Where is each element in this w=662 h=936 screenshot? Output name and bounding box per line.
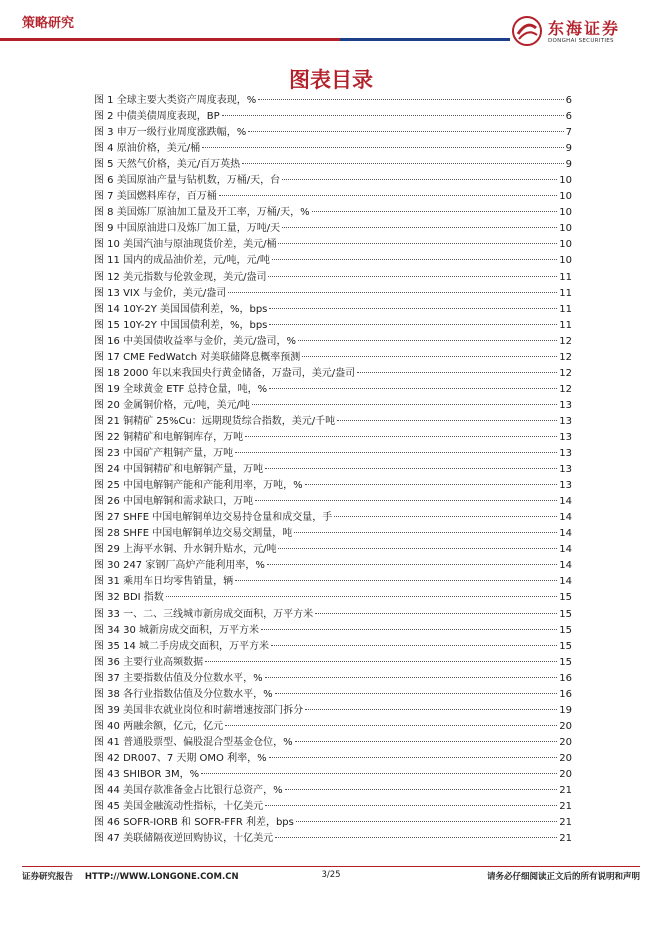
toc-entry[interactable] xyxy=(94,189,572,205)
toc-dot-leader xyxy=(228,292,557,293)
toc-entry[interactable] xyxy=(94,173,572,189)
toc-entry-page: 11 xyxy=(559,287,572,299)
toc-dot-leader xyxy=(265,805,557,806)
toc-entry-page: 9 xyxy=(565,143,572,155)
toc-entry[interactable] xyxy=(94,414,572,430)
toc-entry[interactable] xyxy=(94,671,572,687)
toc-entry[interactable] xyxy=(94,270,572,286)
toc-entry-title: 图 14 10Y-2Y 美国国债利差，%，bps xyxy=(94,303,268,315)
footer-divider xyxy=(22,866,640,867)
toc-entry-page: 11 xyxy=(559,303,572,315)
toc-entry-title: 图 21 铜精矿 25%Cu：远期现货综合指数，美元/千吨 xyxy=(94,415,336,427)
toc-entry-title: 图 26 中国电解铜和需求缺口，万吨 xyxy=(94,496,254,508)
toc-entry[interactable] xyxy=(94,526,572,542)
toc-dot-leader xyxy=(305,484,558,485)
toc-entry[interactable] xyxy=(94,93,572,109)
toc-entry[interactable] xyxy=(94,237,572,253)
toc-entry-title: 图 9 中国原油进口及炼厂加工量，万吨/天 xyxy=(94,223,281,235)
header-divider-red xyxy=(0,38,340,41)
toc-entry-title: 图 44 美国存款准备金占比银行总资产，% xyxy=(94,785,283,797)
toc-entry[interactable] xyxy=(94,623,572,639)
toc-entry-page: 15 xyxy=(559,608,572,620)
toc-entry-title: 图 30 247 家钢厂高炉产能利用率，% xyxy=(94,560,265,572)
toc-entry[interactable] xyxy=(94,815,572,831)
toc-entry[interactable] xyxy=(94,366,572,382)
toc-entry-title: 图 23 中国矿产粗铜产量，万吨 xyxy=(94,448,234,460)
toc-entry[interactable] xyxy=(94,607,572,623)
toc-entry-title: 图 5 天然气价格，美元/百万英热 xyxy=(94,159,241,171)
toc-entry-title: 图 11 国内的成品油价差，元/吨，元/吨 xyxy=(94,255,270,267)
page-indicator: 3/25 xyxy=(321,870,341,880)
toc-entry[interactable] xyxy=(94,446,572,462)
toc-entry-title: 图 24 中国铜精矿和电解铜产量，万吨 xyxy=(94,464,264,476)
toc-entry[interactable] xyxy=(94,735,572,751)
toc-dot-leader xyxy=(337,420,557,421)
toc-entry-page: 20 xyxy=(559,720,572,732)
toc-entry-title: 图 46 SOFR-IORB 和 SOFR-FFR 利差，bps xyxy=(94,817,294,829)
brand-logo xyxy=(510,14,650,50)
toc-entry-title: 图 25 中国电解铜产能和产能利用率，万吨，% xyxy=(94,480,303,492)
toc-entry[interactable] xyxy=(94,141,572,157)
footer-report-type: 证券研究报告 xyxy=(22,872,74,882)
toc-entry-page: 14 xyxy=(559,528,572,540)
toc-dot-leader xyxy=(245,436,557,437)
toc-entry-page: 14 xyxy=(559,512,572,524)
brand-name-en: DONGHAI SECURITIES xyxy=(548,38,614,44)
toc-entry-page: 12 xyxy=(559,367,572,379)
toc-dot-leader xyxy=(242,163,564,164)
toc-dot-leader xyxy=(268,276,557,277)
toc-entry-title: 图 19 全球黄金 ETF 总持仓量，吨，% xyxy=(94,383,268,395)
toc-entry-page: 20 xyxy=(559,736,572,748)
toc-entry-page: 6 xyxy=(565,95,572,106)
toc-dot-leader xyxy=(278,243,557,244)
toc-entry-page: 12 xyxy=(559,351,572,363)
toc-dot-leader xyxy=(269,308,557,309)
toc-entry[interactable] xyxy=(94,221,572,237)
toc-entry-page: 15 xyxy=(559,592,572,604)
toc-entry-page: 15 xyxy=(559,640,572,652)
toc-entry-title: 图 15 10Y-2Y 中国国债利差，%，bps xyxy=(94,319,268,331)
toc-entry-page: 6 xyxy=(565,111,572,123)
toc-entry-title: 图 37 主要指数估值及分位数水平，% xyxy=(94,672,263,684)
toc-dot-leader xyxy=(258,99,563,100)
toc-dot-leader xyxy=(235,580,557,581)
toc-entry[interactable] xyxy=(94,655,572,671)
toc-dot-leader xyxy=(305,709,557,710)
toc-entry-page: 21 xyxy=(559,817,572,829)
toc-entry-title: 图 33 一、二、三线城市新房成交面积，万平方米 xyxy=(94,608,314,620)
toc-entry-title: 图 39 美国非农就业岗位和时薪增速按部门拆分 xyxy=(94,704,304,716)
toc-entry-title: 图 10 美国汽油与原油现货价差，美元/桶 xyxy=(94,239,277,251)
toc-entry-title: 图 8 美国炼厂原油加工量及开工率，万桶/天，% xyxy=(94,207,310,219)
toc-entry-page: 14 xyxy=(559,496,572,508)
toc-entry-title: 图 20 金属铜价格，元/吨，美元/吨 xyxy=(94,399,250,411)
header-divider-blue xyxy=(340,38,510,41)
toc-entry-title: 图 42 DR007、7 天期 OMO 利率，% xyxy=(94,752,267,764)
toc-dot-leader xyxy=(219,195,558,196)
toc-entry[interactable] xyxy=(94,783,572,799)
toc-dot-leader xyxy=(302,356,557,357)
toc-dot-leader xyxy=(166,596,557,597)
toc-entry[interactable] xyxy=(94,542,572,558)
toc-dot-leader xyxy=(282,179,557,180)
toc-dot-leader xyxy=(282,227,557,228)
toc-dot-leader xyxy=(261,629,557,630)
toc-dot-leader xyxy=(269,757,558,758)
toc-entry-title: 图 7 美国燃料库存，百万桶 xyxy=(94,191,217,203)
toc-entry[interactable] xyxy=(94,558,572,574)
toc-dot-leader xyxy=(252,404,557,405)
toc-entry-title: 图 2 中债美债周度表现，BP xyxy=(94,111,220,123)
toc-entry-page: 15 xyxy=(559,656,572,668)
toc-dot-leader xyxy=(272,259,557,260)
toc-entry[interactable] xyxy=(94,510,572,526)
toc-dot-leader xyxy=(269,388,557,389)
toc-entry[interactable] xyxy=(94,302,572,318)
toc-entry[interactable] xyxy=(94,751,572,767)
toc-dot-leader xyxy=(298,340,557,341)
toc-entry[interactable] xyxy=(94,318,572,334)
toc-entry[interactable] xyxy=(94,639,572,655)
toc-entry-page: 12 xyxy=(559,383,572,395)
toc-entry-title: 图 32 BDI 指数 xyxy=(94,592,164,604)
toc-entry-page: 20 xyxy=(559,768,572,780)
toc-dot-leader xyxy=(201,773,557,774)
toc-entry-page: 12 xyxy=(559,335,572,347)
toc-dot-leader xyxy=(202,147,564,148)
toc-entry-title: 图 35 14 城二手房成交面积，万平方米 xyxy=(94,640,269,652)
toc-entry-title: 图 1 全球主要大类资产周度表现，% xyxy=(94,95,257,106)
toc-entry-title: 图 36 主要行业高频数据 xyxy=(94,656,204,668)
toc-entry-page: 13 xyxy=(559,431,572,443)
toc-dot-leader xyxy=(315,613,557,614)
toc-dot-leader xyxy=(271,645,557,646)
toc-entry-page: 13 xyxy=(559,464,572,476)
toc-entry[interactable] xyxy=(94,799,572,815)
toc-entry-page: 10 xyxy=(559,255,572,267)
toc-dot-leader xyxy=(269,324,557,325)
toc-entry[interactable] xyxy=(94,478,572,494)
toc-dot-leader xyxy=(265,677,558,678)
toc-entry-title: 图 27 SHFE 中国电解铜单边交易持仓量和成交量，手 xyxy=(94,512,333,524)
toc-dot-leader xyxy=(267,564,557,565)
toc-entry-page: 10 xyxy=(559,207,572,219)
toc-entry-page: 21 xyxy=(559,785,572,797)
toc-entry[interactable] xyxy=(94,590,572,606)
toc-entry-title: 图 22 铜精矿和电解铜库存，万吨 xyxy=(94,431,244,443)
toc-entry[interactable] xyxy=(94,286,572,302)
toc-entry-title: 图 6 美国原油产量与钻机数，万桶/天，台 xyxy=(94,175,281,187)
toc-entry-page: 10 xyxy=(559,223,572,235)
toc-entry[interactable] xyxy=(94,574,572,590)
toc-entry[interactable] xyxy=(94,350,572,366)
toc-dot-leader xyxy=(278,548,557,549)
toc-entry[interactable] xyxy=(94,462,572,478)
brand-name-cn: 东海证券 xyxy=(548,19,621,38)
toc-dot-leader xyxy=(275,693,558,694)
toc-entry-page: 11 xyxy=(559,271,572,283)
toc-dot-leader xyxy=(285,789,558,790)
toc-entry-page: 20 xyxy=(559,752,572,764)
toc-entry-title: 图 13 VIX 与金价，美元/盎司 xyxy=(94,287,227,299)
toc-entry[interactable] xyxy=(94,125,572,141)
brand-emblem-icon xyxy=(510,14,544,48)
toc-entry[interactable] xyxy=(94,205,572,221)
toc-entry[interactable] xyxy=(94,831,572,847)
toc-entry-page: 7 xyxy=(565,127,572,139)
toc-entry[interactable] xyxy=(94,719,572,735)
toc-dot-leader xyxy=(275,837,557,838)
toc-entry[interactable] xyxy=(94,253,572,269)
toc-dot-leader xyxy=(295,741,558,742)
page-title: 图表目录 xyxy=(289,68,373,92)
toc-entry[interactable] xyxy=(94,703,572,719)
toc-entry[interactable] xyxy=(94,398,572,414)
toc-dot-leader xyxy=(312,211,558,212)
section-label: 策略研究 xyxy=(22,16,75,31)
toc-entry-title: 图 16 中美国债收益率与金价，美元/盎司，% xyxy=(94,335,296,347)
toc-entry[interactable] xyxy=(94,430,572,446)
toc-entry[interactable] xyxy=(94,382,572,398)
toc-entry-title: 图 41 普通股票型、偏股混合型基金仓位，% xyxy=(94,736,293,748)
toc-entry-title: 图 17 CME FedWatch 对美联储降息概率预测 xyxy=(94,351,301,363)
toc-entry-page: 14 xyxy=(559,576,572,588)
toc-entry-page: 14 xyxy=(559,544,572,556)
toc-entry-title: 图 18 2000 年以来我国央行黄金储备，万盎司，美元/盎司 xyxy=(94,367,356,379)
toc-dot-leader xyxy=(248,131,563,132)
toc-entry[interactable] xyxy=(94,334,572,350)
toc-entry-title: 图 47 美联储隔夜逆回购协议，十亿美元 xyxy=(94,833,274,845)
toc-dot-leader xyxy=(235,452,557,453)
footer-disclaimer: 请务必仔细阅读正文后的所有说明和声明 xyxy=(486,872,640,882)
toc-entry-title: 图 31 乘用车日均零售销量，辆 xyxy=(94,576,234,588)
toc-entry-title: 图 43 SHIBOR 3M，% xyxy=(94,768,200,780)
toc-entry-title: 图 28 SHFE 中国电解铜单边交易交割量，吨 xyxy=(94,528,293,540)
toc-dot-leader xyxy=(357,372,557,373)
toc-entry-title: 图 40 两融余额，亿元，亿元 xyxy=(94,720,224,732)
footer-url-link[interactable]: HTTP://WWW.LONGONE.COM.CN xyxy=(84,872,239,882)
toc-entry-title: 图 3 申万一级行业周度涨跌幅，% xyxy=(94,127,247,139)
toc-entry[interactable] xyxy=(94,494,572,510)
toc-dot-leader xyxy=(205,661,557,662)
toc-dot-leader xyxy=(255,500,557,501)
toc-entry-page: 13 xyxy=(559,415,572,427)
toc-entry-page: 19 xyxy=(559,704,572,716)
toc-entry-page: 13 xyxy=(559,399,572,411)
toc-dot-leader xyxy=(265,468,557,469)
toc-entry-title: 图 4 原油价格，美元/桶 xyxy=(94,143,201,155)
toc-dot-leader xyxy=(222,115,564,116)
toc-dot-leader xyxy=(294,532,557,533)
toc-entry-page: 10 xyxy=(559,239,572,251)
toc-entry-page: 21 xyxy=(559,833,572,845)
toc-entry-page: 21 xyxy=(559,801,572,813)
toc-entry-page: 10 xyxy=(559,191,572,203)
toc-entry-title: 图 12 美元指数与伦敦金现，美元/盎司 xyxy=(94,271,267,283)
toc-entry-page: 13 xyxy=(559,448,572,460)
toc-entry[interactable] xyxy=(94,687,572,703)
toc-entry[interactable] xyxy=(94,157,572,173)
toc-entry-page: 16 xyxy=(559,672,572,684)
toc-entry-title: 图 34 30 城新房成交面积，万平方米 xyxy=(94,624,259,636)
toc-entry-page: 16 xyxy=(559,688,572,700)
toc-entry-title: 图 29 上海平水铜、升水铜升贴水，元/吨 xyxy=(94,544,277,556)
toc-entry-page: 9 xyxy=(565,159,572,171)
toc-entry-page: 10 xyxy=(559,175,572,187)
toc-dot-leader xyxy=(225,725,557,726)
toc-entry[interactable] xyxy=(94,109,572,125)
toc-entry-page: 15 xyxy=(559,624,572,636)
toc-dot-leader xyxy=(334,516,557,517)
toc-entry-title: 图 38 各行业指数估值及分位数水平，% xyxy=(94,688,273,700)
figure-list xyxy=(94,93,572,847)
toc-entry-page: 11 xyxy=(559,319,572,331)
toc-entry[interactable] xyxy=(94,767,572,783)
toc-dot-leader xyxy=(296,821,557,822)
toc-entry-title: 图 45 美国金融流动性指标，十亿美元 xyxy=(94,801,264,813)
toc-entry-page: 14 xyxy=(559,560,572,572)
toc-entry-page: 13 xyxy=(559,480,572,492)
